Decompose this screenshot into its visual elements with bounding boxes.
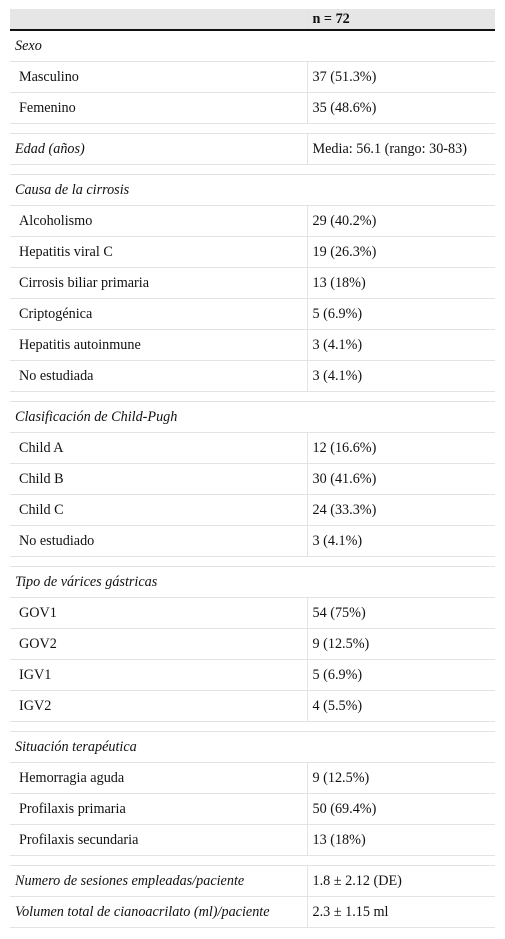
row-value: 13 (18%)	[307, 268, 495, 299]
section-title: Tipo de várices gástricas	[10, 567, 495, 598]
table-row	[10, 825, 495, 856]
row-value: 19 (26.3%)	[307, 237, 495, 268]
table-row	[10, 598, 495, 629]
row-label: Hepatitis viral C	[10, 237, 307, 268]
spacer-cell	[10, 392, 495, 402]
table-row	[10, 629, 495, 660]
header-n-cell: n = 72	[307, 9, 495, 30]
row-label: Hemorragia aguda	[10, 763, 307, 794]
section-row-situacion	[10, 732, 495, 763]
row-value: 29 (40.2%)	[307, 206, 495, 237]
table-row	[10, 495, 495, 526]
row-value: 2.3 ± 1.15 ml	[307, 897, 495, 928]
row-value: Media: 56.1 (rango: 30-83)	[307, 134, 495, 165]
table-row	[10, 93, 495, 124]
row-label: Alcoholismo	[10, 206, 307, 237]
section-title: Volumen total de cianoacrilato (ml)/paciente	[10, 897, 307, 928]
section-title: Sexo	[10, 30, 495, 62]
table-row	[10, 794, 495, 825]
spacer-row	[10, 856, 495, 866]
row-label: Criptogénica	[10, 299, 307, 330]
row-value: 3 (4.1%)	[307, 526, 495, 557]
table-row	[10, 206, 495, 237]
row-label: Child B	[10, 464, 307, 495]
row-value: 30 (41.6%)	[307, 464, 495, 495]
row-value: 35 (48.6%)	[307, 93, 495, 124]
row-value: 9 (12.5%)	[307, 629, 495, 660]
section-title: Situación terapéutica	[10, 732, 495, 763]
row-value: 37 (51.3%)	[307, 62, 495, 93]
row-value: 1.8 ± 2.12 (DE)	[307, 866, 495, 897]
row-label: Child C	[10, 495, 307, 526]
table-row	[10, 361, 495, 392]
spacer-row	[10, 165, 495, 175]
row-label: No estudiada	[10, 361, 307, 392]
table-row	[10, 330, 495, 361]
row-label: Cirrosis biliar primaria	[10, 268, 307, 299]
row-value: 4 (5.5%)	[307, 691, 495, 722]
row-label: No estudiado	[10, 526, 307, 557]
table-row	[10, 763, 495, 794]
section-row-volumen	[10, 897, 495, 928]
row-value: 13 (18%)	[307, 825, 495, 856]
spacer-cell	[10, 856, 495, 866]
row-label: IGV1	[10, 660, 307, 691]
row-value: 5 (6.9%)	[307, 299, 495, 330]
section-row-causa	[10, 175, 495, 206]
table-row	[10, 237, 495, 268]
section-row-child-pugh	[10, 402, 495, 433]
spacer-row	[10, 722, 495, 732]
row-value: 12 (16.6%)	[307, 433, 495, 464]
spacer-cell	[10, 722, 495, 732]
header-label-cell	[10, 9, 307, 30]
table-row	[10, 299, 495, 330]
spacer-cell	[10, 124, 495, 134]
table-row	[10, 62, 495, 93]
row-value: 3 (4.1%)	[307, 361, 495, 392]
row-label: Femenino	[10, 93, 307, 124]
patient-characteristics-table	[10, 9, 495, 928]
section-title: Causa de la cirrosis	[10, 175, 495, 206]
row-value: 50 (69.4%)	[307, 794, 495, 825]
section-row-varices	[10, 567, 495, 598]
section-title: Clasificación de Child-Pugh	[10, 402, 495, 433]
row-label: GOV2	[10, 629, 307, 660]
row-value: 3 (4.1%)	[307, 330, 495, 361]
section-row-sexo	[10, 30, 495, 62]
table-row	[10, 660, 495, 691]
table-row	[10, 691, 495, 722]
row-label: IGV2	[10, 691, 307, 722]
spacer-cell	[10, 557, 495, 567]
table-row	[10, 268, 495, 299]
table-row	[10, 464, 495, 495]
table-row	[10, 433, 495, 464]
row-value: 24 (33.3%)	[307, 495, 495, 526]
row-value: 5 (6.9%)	[307, 660, 495, 691]
row-label: Hepatitis autoinmune	[10, 330, 307, 361]
spacer-row	[10, 557, 495, 567]
row-value: 54 (75%)	[307, 598, 495, 629]
row-value: 9 (12.5%)	[307, 763, 495, 794]
row-label: Masculino	[10, 62, 307, 93]
section-title: Numero de sesiones empleadas/paciente	[10, 866, 307, 897]
spacer-row	[10, 124, 495, 134]
section-row-edad	[10, 134, 495, 165]
row-label: Profilaxis secundaria	[10, 825, 307, 856]
section-row-sesiones	[10, 866, 495, 897]
table-row	[10, 526, 495, 557]
row-label: GOV1	[10, 598, 307, 629]
row-label: Child A	[10, 433, 307, 464]
spacer-row	[10, 392, 495, 402]
header-row	[10, 9, 495, 30]
spacer-cell	[10, 165, 495, 175]
section-title: Edad (años)	[10, 134, 307, 165]
row-label: Profilaxis primaria	[10, 794, 307, 825]
